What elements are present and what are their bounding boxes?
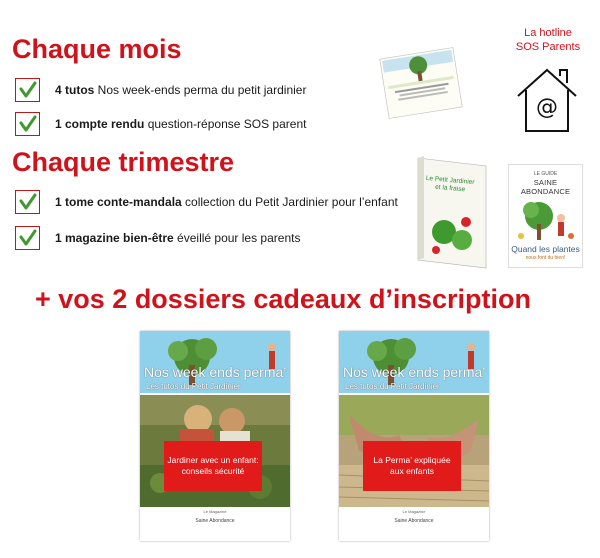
cover-series-title: Nos week ends perma’ [343, 364, 486, 380]
list-item [15, 190, 398, 214]
cover-footer-logo: Saine Abondance [394, 518, 434, 524]
item-text: 1 compte rendu question-réponse SOS parent [55, 117, 307, 131]
checkmark-icon [15, 190, 40, 214]
cover-subtitle: Les tutos du Petit Jardinier [345, 382, 440, 391]
gift-dossier-cover-1 [140, 331, 290, 541]
hotline-label [503, 26, 593, 54]
list-item [15, 226, 300, 250]
item-text: 1 tome conte-mandala collection du Petit Jardinier pour l’enfant [55, 195, 398, 209]
cover-footer-label: Le Magazine [203, 509, 227, 514]
guide-illustration [509, 196, 584, 242]
heading-gifts: + vos 2 dossiers cadeaux d’inscription [35, 284, 531, 314]
cover-badge: La Perma’ expliquée aux enfants [363, 441, 461, 491]
list-item [15, 78, 306, 102]
hotline-line2: SOS Parents [515, 41, 581, 53]
guide-title: Quand les plantes [511, 244, 580, 254]
at-sign-house-icon [512, 64, 582, 134]
guide-label: LE GUIDE [533, 171, 558, 177]
cover-footer-logo: Saine Abondance [195, 518, 235, 524]
svg-text:@: @ [536, 95, 558, 120]
cover-series-title: Nos week ends perma’ [144, 364, 287, 380]
cover-footer-label: Le Magazine [402, 509, 426, 514]
checkmark-icon [15, 112, 40, 136]
svg-text:et la fraise: et la fraise [434, 183, 466, 194]
heading-monthly: Chaque mois [12, 34, 182, 64]
heading-quarterly: Chaque trimestre [12, 147, 235, 177]
hotline-line1: La hotline [524, 27, 572, 39]
cover-subtitle: Les tutos du Petit Jardinier [146, 382, 241, 391]
monthly-magazine-thumbnail [374, 45, 468, 121]
guide-subtitle: nous font du bien! [525, 255, 566, 261]
gift-dossier-cover-2 [339, 331, 489, 541]
guide-brand: SAINE ABONDANCE [520, 178, 571, 196]
saine-abondance-guide-thumbnail [508, 164, 583, 268]
item-text: 1 magazine bien-être éveillé pour les parents [55, 231, 301, 245]
cover-badge: Jardiner avec un enfant: conseils sécurité [164, 441, 262, 491]
mandala-book-thumbnail [412, 152, 492, 270]
checkmark-icon [15, 226, 40, 250]
item-text: 4 tutos Nos week-ends perma du petit jardinier [55, 83, 307, 97]
svg-text:Le Petit Jardinier: Le Petit Jardinier [425, 174, 475, 187]
list-item [15, 112, 306, 136]
checkmark-icon [15, 78, 40, 102]
